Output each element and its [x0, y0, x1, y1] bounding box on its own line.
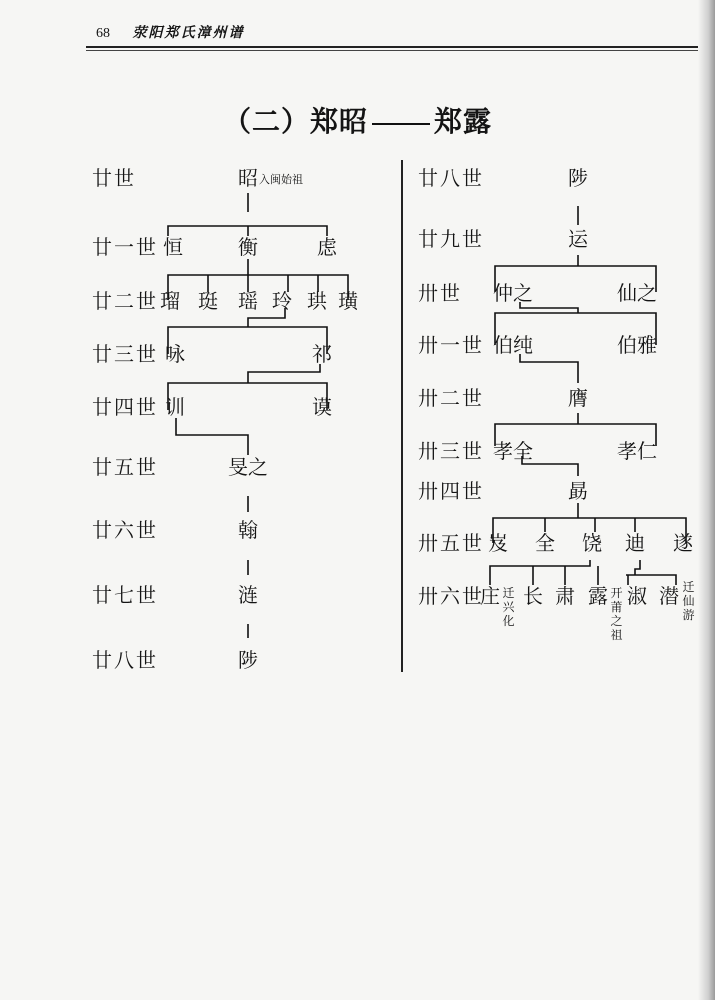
person-note: 开莆之祖 [610, 586, 623, 642]
generation-label: 廿八世 [92, 648, 158, 672]
generation-label: 卅二世 [418, 386, 484, 410]
generation-label: 卅六世 [418, 584, 484, 608]
connector [490, 560, 590, 585]
generation-label: 廿三世 [92, 342, 158, 366]
generation-label: 廿四世 [92, 395, 158, 419]
person-note: 迁仙游 [682, 580, 695, 622]
connector [626, 560, 676, 585]
connector [545, 518, 635, 532]
title-prefix: （二）郑昭 [222, 105, 368, 138]
person-name: 瑠 [160, 289, 180, 313]
person-name: 翰 [238, 518, 258, 542]
connector [208, 275, 318, 292]
person-name: 孝全 [493, 439, 533, 463]
person-name: 迪 [625, 531, 645, 555]
person-name: 训 [165, 395, 185, 419]
person-name: 遂 [673, 531, 693, 555]
title-suffix: 郑露 [434, 105, 493, 138]
generation-label: 卅一世 [418, 333, 484, 357]
generation-label: 卅三世 [418, 439, 484, 463]
person-name: 玲 [272, 289, 292, 313]
connector [168, 327, 327, 354]
person-name: 旻之 [228, 455, 268, 479]
connector [248, 364, 320, 383]
connector [565, 566, 598, 585]
person-name: 庄 [480, 584, 500, 608]
generation-label: 廿八世 [418, 166, 484, 190]
person-name: 谟 [312, 395, 332, 419]
person-name: 恒 [163, 235, 183, 259]
person-name: 露 [588, 584, 608, 608]
generation-label: 卅五世 [418, 531, 484, 555]
generation-label: 卅四世 [418, 479, 484, 503]
person-name: 衡 [238, 235, 258, 259]
person-note: 迁兴化 [502, 586, 515, 628]
person-name: 昭 [238, 166, 258, 190]
generation-label: 廿六世 [92, 518, 158, 542]
connector [520, 354, 578, 383]
generation-label: 廿五世 [92, 455, 158, 479]
person-name: 咏 [165, 342, 185, 366]
person-name: 长 [523, 584, 543, 608]
generation-label: 廿一世 [92, 235, 158, 259]
book-title: 荥阳郑氏漳州谱 [132, 25, 245, 41]
column-divider [401, 160, 403, 672]
person-name: 涟 [238, 583, 258, 607]
person-name: 肃 [555, 584, 575, 608]
connector [176, 418, 248, 455]
person-name: 膺 [568, 386, 588, 410]
person-name: 瑶 [238, 289, 258, 313]
person-name: 勗 [568, 479, 588, 503]
generation-label: 廿二世 [92, 289, 158, 313]
generation-label: 廿世 [92, 166, 136, 190]
generation-label: 廿九世 [418, 227, 484, 251]
person-name: 伯纯 [493, 333, 533, 357]
person-name: 仲之 [493, 281, 533, 305]
person-name: 祁 [312, 342, 332, 366]
generation-label: 廿七世 [92, 583, 158, 607]
person-name: 璜 [338, 289, 358, 313]
person-note: 入闽始祖 [259, 173, 303, 186]
generation-label: 卅世 [418, 281, 462, 305]
person-name: 饶 [582, 531, 602, 555]
page-number: 68 [96, 26, 110, 41]
person-name: 全 [535, 531, 555, 555]
person-name: 运 [568, 227, 588, 251]
person-name: 岌 [488, 531, 508, 555]
page-edge-shadow [698, 0, 715, 1000]
person-name: 孝仁 [617, 439, 657, 463]
person-name: 陟 [568, 166, 588, 190]
person-name: 潜 [659, 584, 679, 608]
person-name: 仙之 [617, 281, 657, 305]
person-name: 虑 [317, 235, 337, 259]
connector [168, 383, 327, 410]
person-name: 伯雅 [617, 333, 657, 357]
person-name: 珙 [307, 289, 327, 313]
person-name: 陟 [238, 648, 258, 672]
person-name: 淑 [627, 584, 647, 608]
person-name: 珽 [198, 289, 218, 313]
